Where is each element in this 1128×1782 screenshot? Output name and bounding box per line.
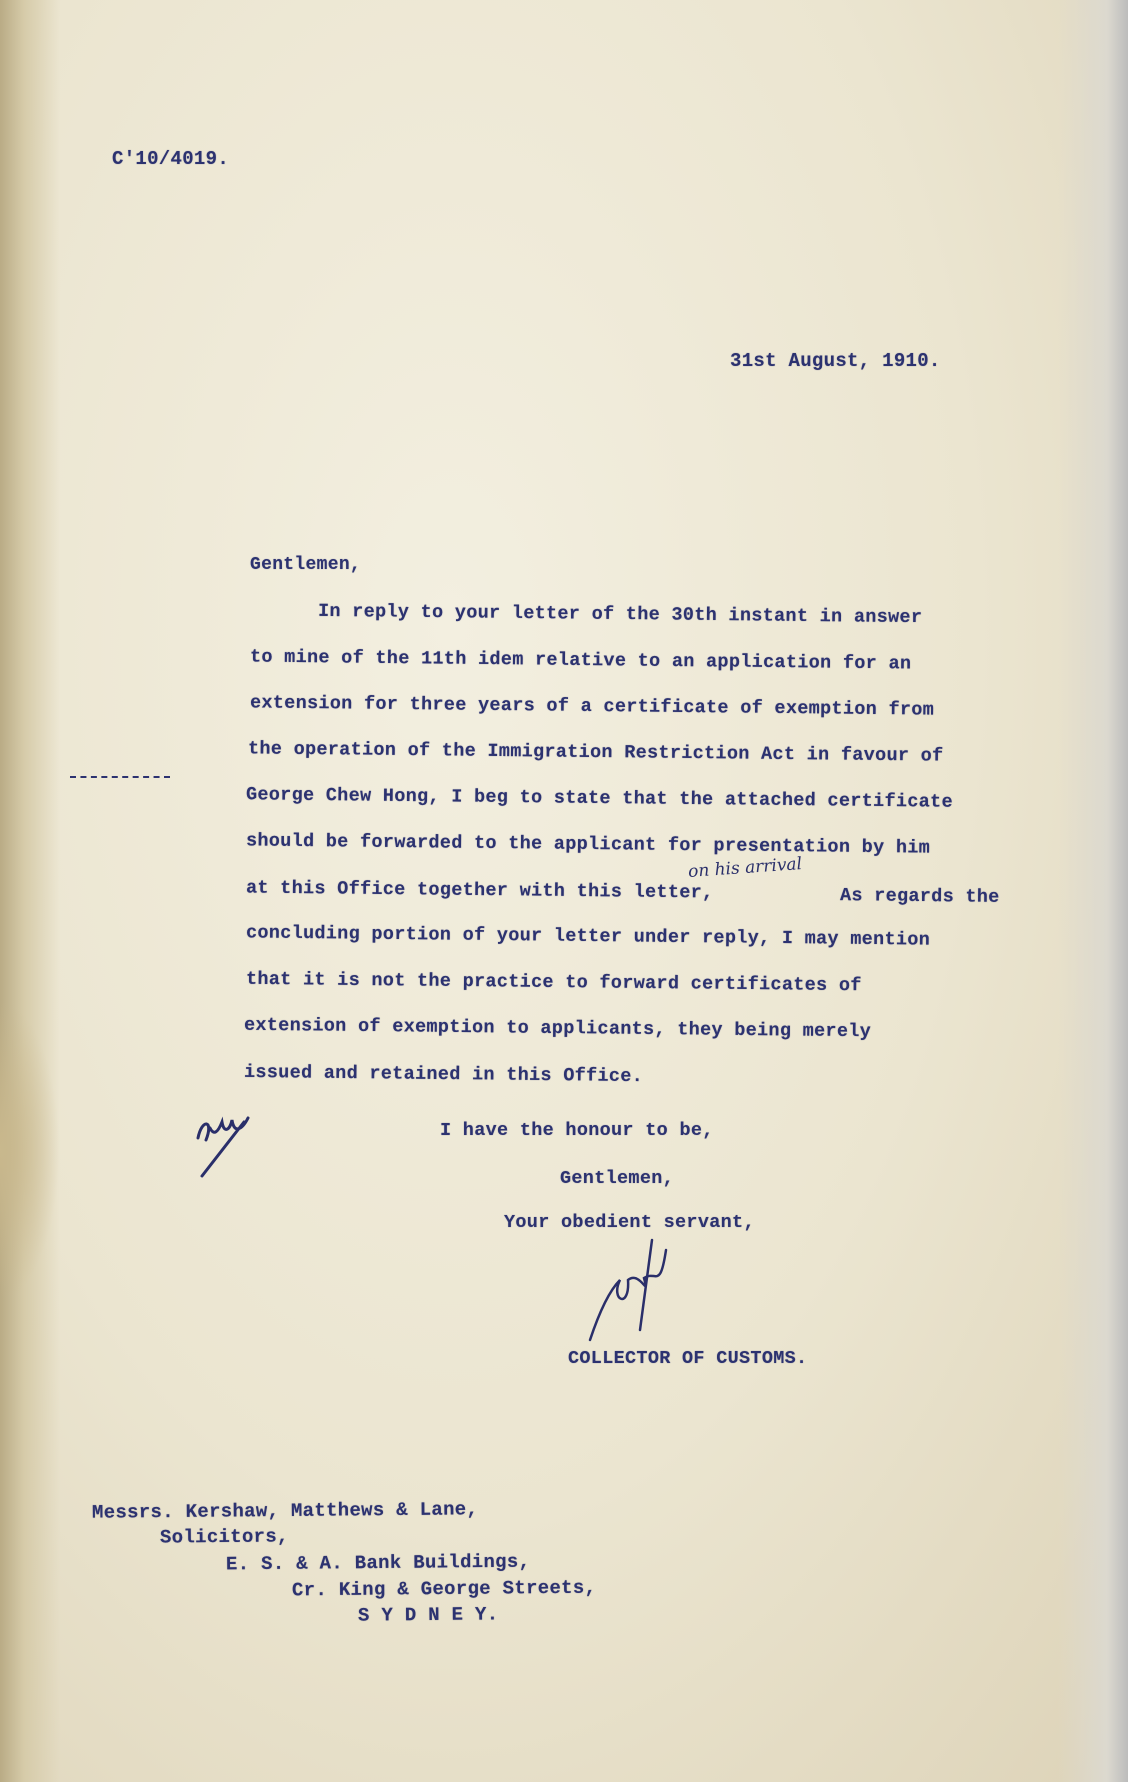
reference-number: C'10/4019. <box>112 148 230 170</box>
paper-edge-right <box>1058 0 1128 1782</box>
body-line: extension of exemption to applicants, they being merely <box>243 1014 872 1043</box>
signatory-title: COLLECTOR OF CUSTOMS. <box>568 1348 808 1369</box>
paper-edge-left <box>0 0 60 1782</box>
body-line: George Chew Hong, I beg to state that the attached certificate <box>245 784 954 813</box>
body-line: extension for three years of a certificate of exemption from <box>249 692 935 721</box>
body-line: to mine of the 11th idem relative to an application for an <box>249 646 912 675</box>
body-line: issued and retained in this Office. <box>243 1061 644 1088</box>
paper-stain <box>0 1000 60 1300</box>
body-line: that it is not the practice to forward certificates of <box>245 968 862 997</box>
body-line: at this Office together with this letter, <box>245 877 714 904</box>
letter-date: 31st August, 1910. <box>730 350 941 372</box>
closing-line: I have the honour to be, <box>440 1120 714 1141</box>
address-line: Solicitors, <box>159 1525 289 1549</box>
initials-mark <box>192 1100 262 1180</box>
address-line: Messrs. Kershaw, Matthews & Lane, <box>91 1498 479 1524</box>
closing-salutation: Gentlemen, <box>560 1168 675 1189</box>
address-city: S Y D N E Y. <box>357 1603 499 1627</box>
address-line: E. S. & A. Bank Buildings, <box>225 1550 531 1576</box>
handwritten-insertion: on his arrival <box>687 854 803 882</box>
salutation: Gentlemen, <box>250 555 362 575</box>
body-line: In reply to your letter of the 30th instant in answer <box>317 600 923 629</box>
signature-mark <box>580 1230 690 1350</box>
body-line: the operation of the Immigration Restriction Act in favour of <box>247 738 944 767</box>
body-line: should be forwarded to the applicant for presentation by him <box>245 830 931 859</box>
closing-servant: Your obedient servant, <box>504 1212 755 1233</box>
margin-dashes <box>70 776 170 778</box>
body-line: concluding portion of your letter under reply, I may mention <box>245 922 931 951</box>
body-line: As regards the <box>839 885 1000 908</box>
address-line: Cr. King & George Streets, <box>291 1576 597 1602</box>
